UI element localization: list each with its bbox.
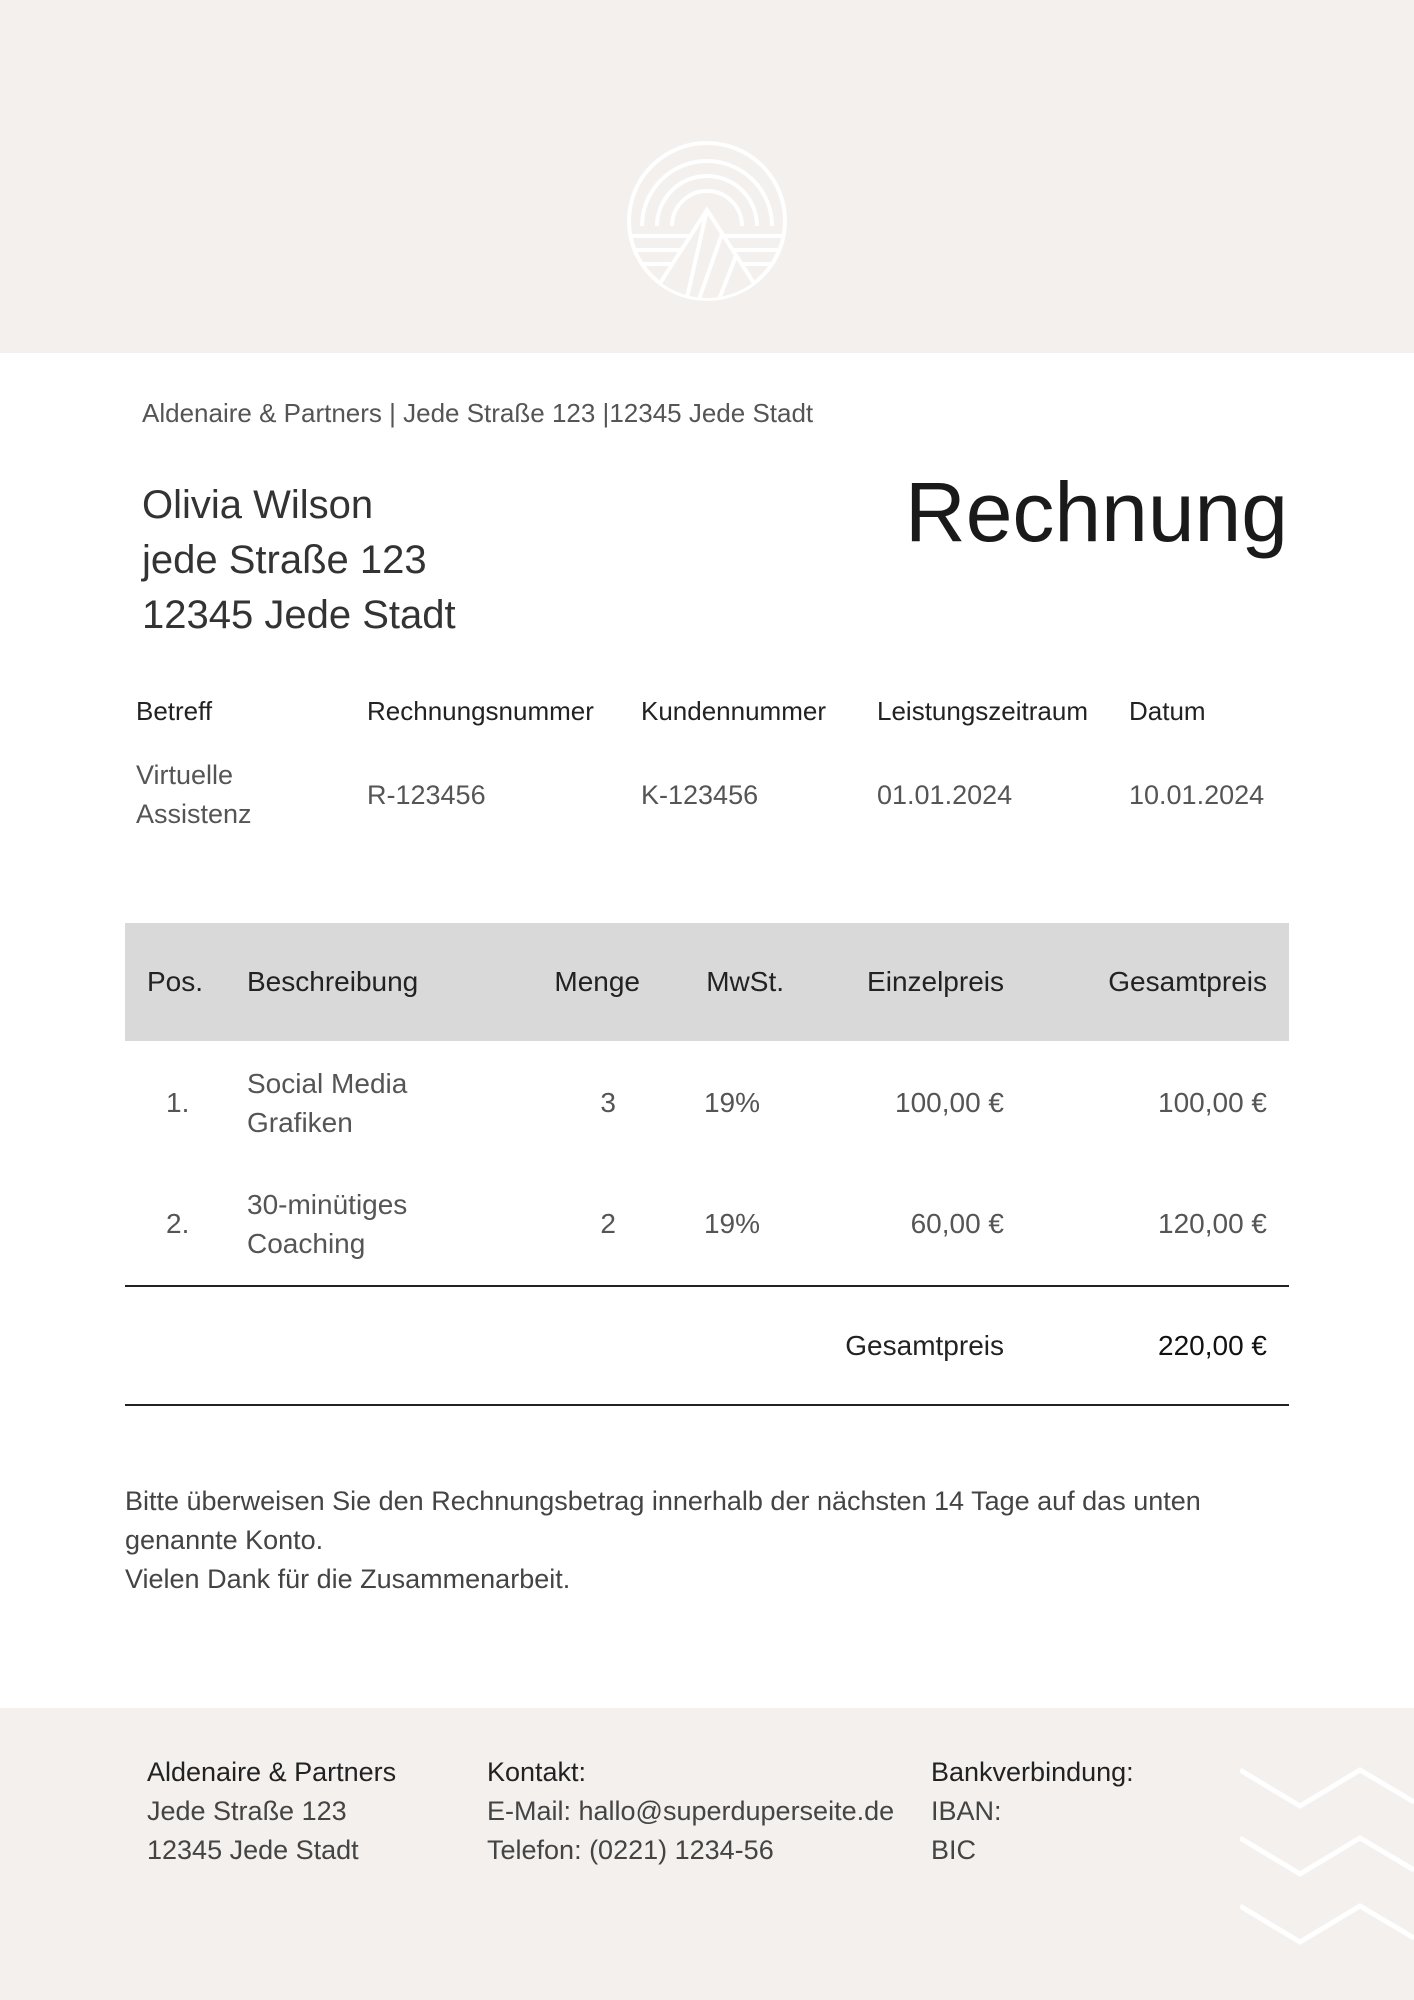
- header-description: Beschreibung: [247, 966, 419, 997]
- meta-value-subject-line2: Assistenz: [136, 799, 252, 829]
- header-band: [0, 0, 1414, 353]
- meta-customer-number: [641, 696, 826, 810]
- meta-value-subject-line1: Virtuelle: [136, 760, 234, 790]
- row-description-line1: Social Media: [247, 1068, 408, 1099]
- footer-company-city: 12345 Jede Stadt: [147, 1835, 359, 1865]
- payment-note-line2: genannte Konto.: [125, 1525, 324, 1555]
- footer-company-name: Aldenaire & Partners: [147, 1757, 397, 1787]
- header-unit-price: Einzelpreis: [867, 966, 1004, 997]
- footer-company-street: Jede Straße 123: [147, 1796, 347, 1826]
- meta-label-date: Datum: [1129, 696, 1206, 726]
- recipient-address: [142, 478, 456, 643]
- chevron-pattern-icon: [1240, 1760, 1414, 1960]
- row-unit-price: 60,00 €: [910, 1208, 1004, 1239]
- meta-subject: [136, 696, 252, 829]
- footer-bank-iban: IBAN:: [931, 1796, 1002, 1826]
- meta-value-subject: [136, 756, 252, 834]
- row-quantity: 3: [600, 1087, 616, 1118]
- footer-bank: [931, 1753, 1134, 1870]
- row-description-line1: 30-minütiges: [247, 1189, 408, 1220]
- footer-company: [147, 1753, 396, 1870]
- header-quantity: Menge: [554, 966, 640, 997]
- recipient-city: 12345 Jede Stadt: [142, 593, 456, 637]
- footer-contact-heading: Kontakt:: [487, 1757, 587, 1787]
- recipient-name: Olivia Wilson: [142, 483, 374, 527]
- meta-date: [1129, 696, 1265, 810]
- payment-note: [125, 1482, 1225, 1599]
- meta-label-subject: Betreff: [136, 696, 213, 726]
- meta-invoice-number: [367, 696, 594, 810]
- row-unit-price: 100,00 €: [895, 1087, 1004, 1118]
- total-label: Gesamtpreis: [845, 1330, 1004, 1361]
- meta-label-customer-number: Kundennummer: [641, 696, 826, 726]
- row-vat: 19%: [703, 1087, 760, 1118]
- row-total: 120,00 €: [1158, 1208, 1267, 1239]
- row-quantity: 2: [600, 1208, 616, 1239]
- row-description: [247, 1185, 407, 1263]
- payment-note-line3: Vielen Dank für die Zusammenarbeit.: [125, 1564, 571, 1594]
- divider: [125, 1404, 1289, 1406]
- footer-contact-email[interactable]: E-Mail: hallo@superduperseite.de: [487, 1796, 895, 1826]
- recipient-street: jede Straße 123: [142, 538, 427, 582]
- footer-contact-phone[interactable]: Telefon: (0221) 1234-56: [487, 1835, 774, 1865]
- row-pos: 2.: [166, 1208, 190, 1239]
- items-table-header: [125, 923, 1289, 1041]
- meta-value-date: 10.01.2024: [1129, 780, 1265, 810]
- row-description: [247, 1064, 407, 1142]
- meta-service-period: [877, 696, 1088, 810]
- footer-bank-heading: Bankverbindung:: [931, 1757, 1134, 1787]
- row-total: 100,00 €: [1158, 1087, 1267, 1118]
- footer-bank-bic: BIC: [931, 1835, 977, 1865]
- payment-note-line1: Bitte überweisen Sie den Rechnungsbetrag innerhalb der nächsten 14 Tage auf das unten: [125, 1486, 1201, 1516]
- row-pos: 1.: [166, 1087, 190, 1118]
- meta-label-invoice-number: Rechnungsnummer: [367, 696, 594, 726]
- meta-value-customer-number: K-123456: [641, 780, 759, 810]
- total-value: 220,00 €: [1158, 1330, 1267, 1361]
- meta-value-invoice-number: R-123456: [367, 780, 486, 810]
- row-description-line2: Grafiken: [247, 1107, 353, 1138]
- row-description-line2: Coaching: [247, 1228, 366, 1259]
- page-title: Rechnung: [905, 465, 1288, 559]
- header-vat: MwSt.: [706, 966, 784, 997]
- row-vat: 19%: [703, 1208, 760, 1239]
- sender-address-line: Aldenaire & Partners | Jede Straße 123 |12345 Jede Stadt: [142, 398, 814, 428]
- divider: [125, 1285, 1289, 1287]
- sunrise-mountain-logo-icon: [626, 140, 788, 302]
- header-total-price: Gesamtpreis: [1108, 966, 1267, 997]
- meta-label-service-period: Leistungszeitraum: [877, 696, 1088, 726]
- header-pos: Pos.: [147, 966, 204, 997]
- footer-contact: [487, 1753, 894, 1870]
- meta-value-service-period: 01.01.2024: [877, 780, 1013, 810]
